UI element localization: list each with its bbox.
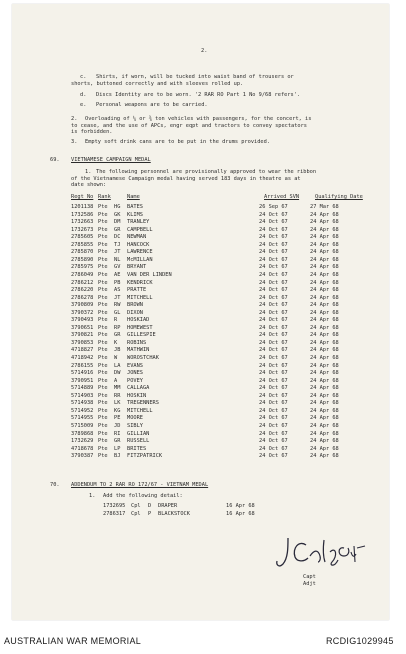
- table-cell: Pte: [98, 264, 108, 271]
- table-cell: 24 Oct 67: [259, 332, 288, 339]
- item-line: Empty soft drink cans are to be put in the drums provided.: [85, 139, 270, 145]
- table-cell: HOSKIN: [127, 392, 147, 399]
- table-cell: RP: [114, 324, 121, 331]
- table-cell: 24 Apr 68: [310, 355, 339, 361]
- table-cell: 24 Apr 68: [310, 226, 339, 233]
- table-cell: 24 Apr 68: [310, 219, 339, 226]
- table-cell: 3790651: [71, 324, 94, 331]
- table-cell: Pte: [98, 445, 108, 452]
- table-cell: 24 Apr 68: [310, 400, 339, 407]
- table-cell: Pte: [98, 332, 108, 339]
- para-text: Add the following detail:: [103, 493, 183, 499]
- table-cell: MOORE: [127, 415, 143, 422]
- table-cell: 24 Oct 67: [259, 256, 288, 263]
- table-cell: 2786278: [71, 294, 94, 301]
- signature-appointment: Adjt: [303, 581, 316, 587]
- table-cell: 24 Oct 67: [259, 287, 288, 294]
- table-cell: 24 Oct 67: [259, 226, 288, 233]
- table-cell: 1201138: [71, 204, 94, 210]
- table-cell: 27 Mar 68: [310, 204, 339, 210]
- document-page: [12, 4, 389, 620]
- table-cell: Pte: [98, 407, 108, 414]
- table-cell: GR: [114, 226, 121, 233]
- table-cell: 24 Oct 67: [259, 370, 288, 377]
- table-cell: 1732586: [71, 211, 94, 218]
- table-cell: Pte: [98, 377, 108, 384]
- table-cell: JD: [114, 422, 121, 429]
- table-cell: McMILLAN: [127, 256, 153, 263]
- table-cell: PB: [114, 279, 121, 286]
- table-cell: 3790387: [71, 453, 94, 460]
- table-cell: 24 Oct 67: [259, 339, 288, 346]
- table-cell: Pte: [98, 430, 108, 437]
- table-cell: LA: [114, 362, 121, 369]
- table-cell: 24 Apr 68: [310, 339, 339, 346]
- table-cell: 4718678: [71, 445, 94, 452]
- table-cell: 3790372: [71, 309, 94, 316]
- column-header: Arrived SVN: [264, 194, 300, 200]
- item-label: e.: [80, 102, 87, 108]
- table-cell: 24 Oct 67: [259, 264, 288, 271]
- para-label: 1.: [89, 493, 96, 499]
- table-cell: Pte: [98, 234, 108, 241]
- table-cell: 24 Apr 68: [310, 407, 339, 414]
- table-cell: ROBINS: [127, 339, 147, 346]
- column-header: Qualifying Date: [315, 194, 363, 200]
- table-cell: MITCHELL: [127, 407, 153, 414]
- item-line: is forbidden.: [71, 129, 113, 135]
- table-cell: 24 Apr 68: [310, 324, 339, 331]
- table-cell: RUSSELL: [127, 438, 150, 445]
- table-cell: Pte: [98, 438, 108, 445]
- table-cell: D: [148, 503, 152, 509]
- table-cell: 2785870: [71, 249, 94, 256]
- table-cell: Pte: [98, 422, 108, 429]
- table-cell: Pte: [98, 355, 108, 361]
- table-cell: VAN DER LINDEN: [127, 271, 172, 278]
- table-cell: BROWN: [127, 302, 143, 309]
- table-cell: PE: [114, 415, 121, 422]
- table-cell: GR: [114, 438, 121, 445]
- page-number: 2.: [201, 48, 208, 54]
- table-cell: FITZPATRICK: [127, 453, 163, 460]
- table-cell: CALLAGA: [127, 385, 150, 392]
- section-number: 70.: [50, 482, 60, 488]
- table-cell: 5714916: [71, 370, 94, 377]
- item-line: to cease, and the use of APCs, engr eqpt and tractors to convey spectators: [71, 122, 307, 129]
- table-cell: Pte: [98, 415, 108, 422]
- table-cell: JONES: [127, 370, 143, 377]
- table-cell: TREGENNERS: [127, 400, 159, 407]
- table-cell: 24 Oct 67: [259, 453, 288, 460]
- table-cell: 24 Oct 67: [259, 317, 288, 324]
- table-cell: 24 Apr 68: [310, 445, 339, 452]
- item-label: 2.: [71, 116, 78, 122]
- table-cell: Pte: [98, 249, 108, 256]
- table-cell: Pte: [98, 347, 108, 354]
- table-cell: 24 Apr 68: [310, 279, 339, 286]
- item-label: d.: [80, 92, 87, 98]
- table-cell: 5714938: [71, 400, 94, 407]
- table-cell: 2785975: [71, 264, 94, 271]
- table-cell: K: [114, 339, 118, 346]
- table-cell: 24 Oct 67: [259, 294, 288, 301]
- section-title: ADDENDUM TO 2 RAR RO 172/67 - VIETNAM MEDAL: [71, 482, 209, 488]
- table-cell: 2786155: [71, 362, 94, 369]
- table-cell: DW: [114, 370, 121, 377]
- table-cell: 24 Oct 67: [259, 324, 288, 331]
- table-cell: 24 Oct 67: [259, 407, 288, 414]
- table-cell: MATHWIN: [127, 347, 150, 354]
- table-cell: 24 Apr 68: [310, 347, 339, 354]
- table-cell: 24 Oct 67: [259, 377, 288, 384]
- column-header: Rank: [98, 194, 111, 200]
- table-cell: Pte: [98, 385, 108, 392]
- section-title: VIETNAMESE CAMPAIGN MEDAL: [71, 157, 151, 163]
- item-label: 3.: [71, 139, 78, 145]
- table-cell: BLACKSTOCK: [158, 511, 190, 517]
- table-cell: A: [114, 377, 118, 384]
- table-cell: Pte: [98, 219, 108, 226]
- table-cell: Pte: [98, 370, 108, 377]
- footer-source: AUSTRALIAN WAR MEMORIAL: [4, 636, 142, 646]
- item-line: shorts, buttoned correctly and with sleeves rolled up.: [71, 80, 244, 87]
- para-line: of the Vietnamese Campaign medal having served 183 days in theatre as at: [71, 175, 301, 182]
- table-cell: AE: [114, 271, 121, 278]
- table-cell: 24 Oct 67: [259, 355, 288, 361]
- table-cell: 24 Apr 68: [310, 264, 339, 271]
- table-cell: 24 Oct 67: [259, 392, 288, 399]
- table-cell: KLIMS: [127, 211, 143, 218]
- table-cell: 24 Oct 67: [259, 271, 288, 278]
- table-cell: Pte: [98, 279, 108, 286]
- table-cell: DRAPER: [158, 503, 178, 509]
- table-cell: Pte: [98, 339, 108, 346]
- table-cell: Pte: [98, 211, 108, 218]
- table-cell: JT: [114, 249, 121, 256]
- item-line: Personal weapons are to be carried.: [96, 102, 208, 108]
- table-cell: POVEY: [127, 377, 143, 384]
- table-cell: BATES: [127, 204, 143, 210]
- table-cell: GK: [114, 211, 121, 218]
- table-cell: 24 Oct 67: [259, 309, 288, 316]
- column-header: Name: [127, 194, 140, 200]
- table-cell: HG: [114, 204, 121, 210]
- table-cell: 24 Apr 68: [310, 438, 339, 445]
- table-cell: 5714903: [71, 392, 94, 399]
- table-cell: 24 Oct 67: [259, 234, 288, 241]
- table-cell: CAMPBELL: [127, 226, 153, 233]
- table-cell: Cpl: [131, 511, 141, 517]
- table-cell: Pte: [98, 226, 108, 233]
- table-cell: 24 Apr 68: [310, 415, 339, 422]
- table-cell: 2786317: [103, 511, 126, 517]
- table-cell: Pte: [98, 256, 108, 263]
- table-cell: MM: [114, 385, 121, 392]
- table-cell: 2786220: [71, 287, 94, 294]
- table-cell: JB: [114, 347, 121, 354]
- table-cell: JT: [114, 294, 121, 301]
- table-cell: RR: [114, 392, 121, 399]
- table-cell: HANCOCK: [127, 241, 150, 248]
- table-cell: 24 Apr 68: [310, 249, 339, 256]
- table-cell: 24 Oct 67: [259, 241, 288, 248]
- table-cell: WOROSTCHAK: [127, 355, 159, 361]
- table-cell: DC: [114, 234, 121, 241]
- table-cell: Pte: [98, 453, 108, 460]
- table-cell: 24 Apr 68: [310, 422, 339, 429]
- table-cell: 3790821: [71, 332, 94, 339]
- table-cell: 16 Apr 68: [226, 511, 255, 517]
- table-cell: 24 Oct 67: [259, 415, 288, 422]
- table-cell: 24 Apr 68: [310, 370, 339, 377]
- table-cell: GILLESPIE: [127, 332, 156, 339]
- table-cell: 26 Sep 67: [259, 204, 288, 210]
- table-cell: 24 Oct 67: [259, 249, 288, 256]
- table-cell: 1732695: [103, 503, 126, 509]
- table-cell: GILLIAN: [127, 430, 150, 437]
- table-cell: 4718827: [71, 347, 94, 354]
- table-cell: 5714955: [71, 415, 94, 422]
- footer-reference: RCDIG1029945: [326, 636, 394, 646]
- table-cell: 24 Apr 68: [310, 234, 339, 241]
- table-cell: AS: [114, 287, 121, 294]
- table-cell: 5714952: [71, 407, 94, 414]
- table-cell: 24 Oct 67: [259, 362, 288, 369]
- signature-rank: Capt: [303, 574, 316, 580]
- table-cell: DIXON: [127, 309, 143, 316]
- table-cell: 24 Oct 67: [259, 430, 288, 437]
- table-cell: Pte: [98, 400, 108, 407]
- table-cell: 24 Apr 68: [310, 309, 339, 316]
- table-cell: 2786049: [71, 271, 94, 278]
- table-cell: 24 Oct 67: [259, 219, 288, 226]
- table-cell: Pte: [98, 392, 108, 399]
- table-cell: 2786212: [71, 279, 94, 286]
- table-cell: Pte: [98, 294, 108, 301]
- table-cell: Pte: [98, 271, 108, 278]
- table-cell: Pte: [98, 309, 108, 316]
- table-cell: 24 Apr 68: [310, 271, 339, 278]
- item-label: c.: [80, 74, 87, 80]
- table-cell: 24 Apr 68: [310, 294, 339, 301]
- handwritten-signature: [274, 532, 369, 574]
- table-cell: Pte: [98, 302, 108, 309]
- table-cell: 24 Apr 68: [310, 211, 339, 218]
- table-cell: TJ: [114, 241, 121, 248]
- table-cell: GV: [114, 264, 121, 271]
- archive-footer: [0, 628, 406, 654]
- table-cell: 24 Oct 67: [259, 347, 288, 354]
- table-cell: RW: [114, 302, 121, 309]
- table-cell: KG: [114, 407, 121, 414]
- table-cell: Pte: [98, 241, 108, 248]
- item-line: Discs Identity are to be worn. '2 RAR RO Part 1 No 9/68 refers'.: [96, 92, 301, 98]
- table-cell: R: [114, 317, 118, 324]
- table-cell: 3789868: [71, 430, 94, 437]
- para-line: The following personnel are provisionally approved to wear the ribbon: [96, 169, 317, 175]
- table-cell: 24 Oct 67: [259, 445, 288, 452]
- table-cell: LK: [114, 400, 121, 407]
- table-cell: 3790951: [71, 377, 94, 384]
- table-cell: 16 Apr 68: [226, 503, 255, 509]
- table-cell: 24 Apr 68: [310, 385, 339, 392]
- table-cell: KENDRICK: [127, 279, 153, 286]
- para-line: date shown:: [71, 182, 107, 188]
- table-cell: 24 Apr 68: [310, 453, 339, 460]
- table-cell: 24 Oct 67: [259, 211, 288, 218]
- table-cell: NL: [114, 256, 121, 263]
- table-cell: LP: [114, 445, 121, 452]
- table-cell: BRITES: [127, 445, 147, 452]
- item-line: Shirts, if worn, will be tucked into waist band of trousers or: [96, 74, 294, 80]
- table-cell: 24 Apr 68: [310, 430, 339, 437]
- table-cell: 5714889: [71, 385, 94, 392]
- column-header: Regt No: [71, 194, 94, 200]
- table-cell: GL: [114, 309, 121, 316]
- table-cell: 2785605: [71, 234, 94, 241]
- table-cell: 3790809: [71, 302, 94, 309]
- table-cell: 2785855: [71, 241, 94, 248]
- table-cell: 2785890: [71, 256, 94, 263]
- table-cell: LAWRENCE: [127, 249, 153, 256]
- para-label: 1.: [85, 169, 92, 175]
- table-cell: 1732629: [71, 438, 94, 445]
- table-cell: Cpl: [131, 503, 141, 509]
- table-cell: 24 Oct 67: [259, 438, 288, 445]
- table-cell: Pte: [98, 317, 108, 324]
- item-line: Overloading of ¼ or ¾ ton vehicles with passengers, for the concert, is: [85, 116, 312, 122]
- table-cell: 24 Apr 68: [310, 392, 339, 399]
- table-cell: Pte: [98, 362, 108, 369]
- table-cell: Pte: [98, 287, 108, 294]
- table-cell: RI: [114, 430, 121, 437]
- table-cell: SIBLY: [127, 422, 143, 429]
- table-cell: 24 Oct 67: [259, 385, 288, 392]
- table-cell: EVANS: [127, 362, 143, 369]
- table-cell: 24 Apr 68: [310, 302, 339, 309]
- table-cell: 24 Oct 67: [259, 302, 288, 309]
- table-cell: 3790853: [71, 339, 94, 346]
- table-cell: NEWMAN: [127, 234, 147, 241]
- table-cell: 5715009: [71, 422, 94, 429]
- table-cell: HOSKIAD: [127, 317, 150, 324]
- table-cell: PRATTE: [127, 287, 147, 294]
- table-cell: 24 Apr 68: [310, 362, 339, 369]
- table-cell: 24 Oct 67: [259, 279, 288, 286]
- table-cell: 24 Oct 67: [259, 400, 288, 407]
- table-cell: 24 Apr 68: [310, 256, 339, 263]
- table-cell: 1732673: [71, 226, 94, 233]
- table-cell: BJ: [114, 453, 121, 460]
- table-cell: DM: [114, 219, 121, 226]
- table-cell: BRYANT: [127, 264, 147, 271]
- table-cell: Pte: [98, 204, 108, 210]
- table-cell: 4718942: [71, 355, 94, 361]
- table-cell: HOMEWEST: [127, 324, 153, 331]
- section-number: 69.: [50, 157, 60, 163]
- table-cell: TRANLEY: [127, 219, 150, 226]
- table-cell: 3790493: [71, 317, 94, 324]
- table-cell: 24 Apr 68: [310, 241, 339, 248]
- table-cell: 1732663: [71, 219, 94, 226]
- table-cell: 24 Apr 68: [310, 332, 339, 339]
- table-cell: MITCHELL: [127, 294, 153, 301]
- table-cell: 24 Apr 68: [310, 377, 339, 384]
- table-cell: P: [148, 511, 152, 517]
- table-cell: 24 Apr 68: [310, 287, 339, 294]
- table-cell: GR: [114, 332, 121, 339]
- table-cell: 24 Apr 68: [310, 317, 339, 324]
- table-cell: Pte: [98, 324, 108, 331]
- table-cell: W: [114, 355, 118, 361]
- table-cell: 24 Oct 67: [259, 422, 288, 429]
